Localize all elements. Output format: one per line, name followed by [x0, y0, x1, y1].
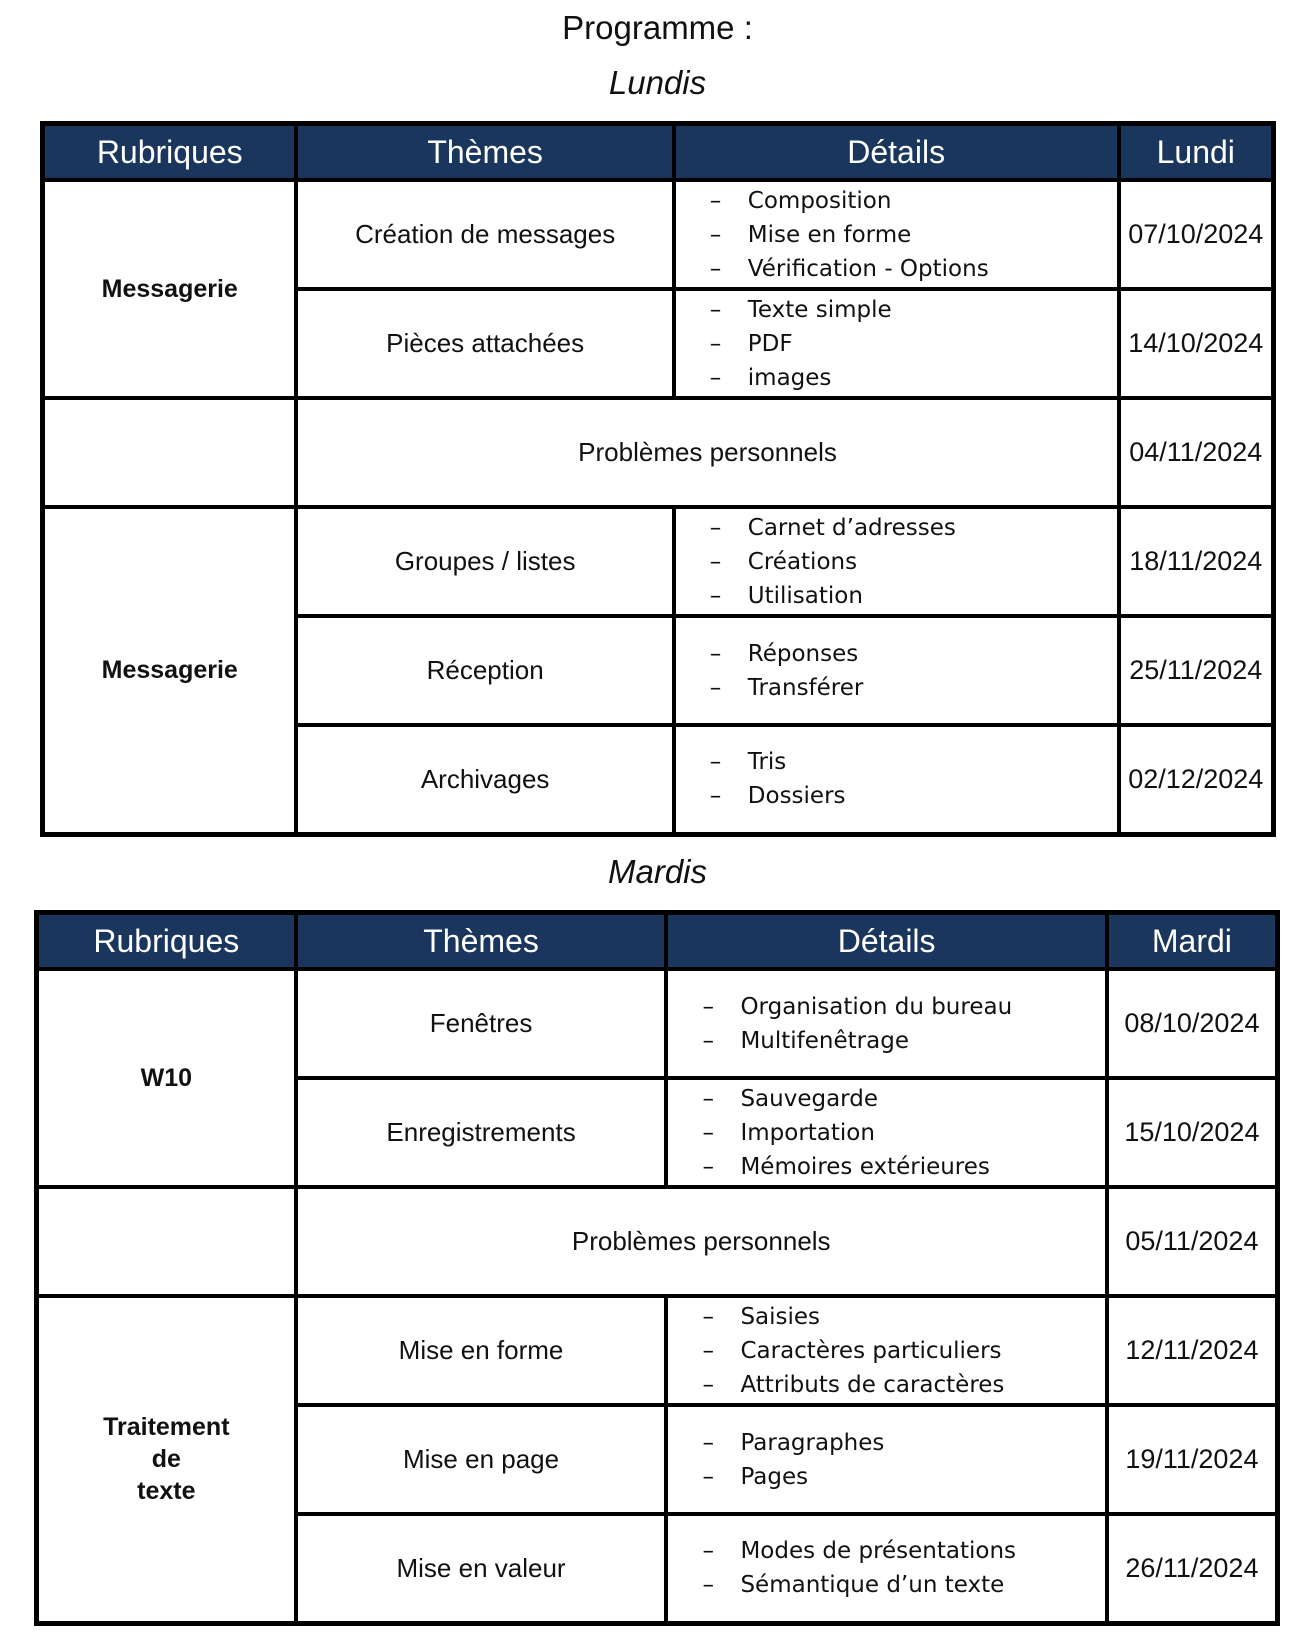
date-cell: 02/12/2024 — [1119, 725, 1274, 834]
rubric-cell: Traitement de texte — [37, 1296, 296, 1623]
details-list — [702, 1534, 1104, 1602]
details-list — [710, 637, 1117, 705]
details-list — [702, 990, 1104, 1058]
header-day: Lundi — [1119, 124, 1274, 181]
theme-cell: Mise en page — [296, 1405, 667, 1514]
header-rubriques: Rubriques — [43, 124, 297, 181]
detail-item: – Organisation du bureau — [702, 990, 1104, 1024]
details-cell — [666, 1296, 1106, 1405]
detail-item: – Mémoires extérieures — [702, 1150, 1104, 1184]
details-list — [710, 184, 1117, 286]
detail-item: – Paragraphes — [702, 1426, 1104, 1460]
detail-item: – Utilisation — [710, 579, 1117, 613]
table-row — [37, 1296, 1278, 1405]
date-cell: 05/11/2024 — [1107, 1187, 1278, 1296]
detail-item: – Importation — [702, 1116, 1104, 1150]
table-row — [43, 507, 1274, 616]
details-list — [710, 745, 1117, 813]
details-cell — [674, 289, 1119, 398]
theme-cell: Mise en valeur — [296, 1514, 667, 1623]
table-row — [43, 398, 1274, 507]
header-themes: Thèmes — [296, 913, 667, 970]
rubric-cell-empty — [37, 1187, 296, 1296]
detail-item: – Créations — [710, 545, 1117, 579]
header-themes: Thèmes — [296, 124, 673, 181]
header-details: Détails — [674, 124, 1119, 181]
page-title: Programme : — [562, 9, 753, 46]
theme-cell: Groupes / listes — [296, 507, 673, 616]
table-row — [43, 180, 1274, 289]
detail-item: – Dossiers — [710, 779, 1117, 813]
theme-cell: Fenêtres — [296, 969, 667, 1078]
rubric-cell: W10 — [37, 969, 296, 1187]
detail-item: – Sémantique d’un texte — [702, 1568, 1104, 1602]
date-cell: 04/11/2024 — [1119, 398, 1274, 507]
header-rubriques: Rubriques — [37, 913, 296, 970]
details-list — [702, 1082, 1104, 1184]
details-list — [710, 511, 1117, 613]
detail-item: – Réponses — [710, 637, 1117, 671]
details-cell — [666, 969, 1106, 1078]
theme-cell: Mise en forme — [296, 1296, 667, 1405]
detail-item: – Modes de présentations — [702, 1534, 1104, 1568]
date-cell: 18/11/2024 — [1119, 507, 1274, 616]
theme-cell-full: Problèmes personnels — [296, 1187, 1107, 1296]
detail-item: – images — [710, 361, 1117, 395]
detail-item: – Carnet d’adresses — [710, 511, 1117, 545]
header-details: Détails — [666, 913, 1106, 970]
details-cell — [666, 1078, 1106, 1187]
date-cell: 08/10/2024 — [1107, 969, 1278, 1078]
detail-item: – Pages — [702, 1460, 1104, 1494]
theme-cell: Archivages — [296, 725, 673, 834]
date-cell: 14/10/2024 — [1119, 289, 1274, 398]
detail-item: – Sauvegarde — [702, 1082, 1104, 1116]
mardi-schedule-table — [34, 910, 1280, 1626]
rubric-cell-empty — [43, 398, 297, 507]
details-cell — [674, 616, 1119, 725]
date-cell: 07/10/2024 — [1119, 180, 1274, 289]
theme-cell: Réception — [296, 616, 673, 725]
date-cell: 19/11/2024 — [1107, 1405, 1278, 1514]
detail-item: – Caractères particuliers — [702, 1334, 1104, 1368]
details-list — [702, 1426, 1104, 1494]
table-header-row — [37, 913, 1278, 970]
details-list — [702, 1300, 1104, 1402]
details-list — [710, 293, 1117, 395]
detail-item: – Mise en forme — [710, 218, 1117, 252]
detail-item: – Tris — [710, 745, 1117, 779]
date-cell: 26/11/2024 — [1107, 1514, 1278, 1623]
table-row — [37, 1187, 1278, 1296]
lundis-title: Lundis — [608, 64, 707, 101]
details-cell — [666, 1514, 1106, 1623]
details-cell — [674, 725, 1119, 834]
date-cell: 15/10/2024 — [1107, 1078, 1278, 1187]
details-cell — [674, 180, 1119, 289]
rubric-cell: Messagerie — [43, 180, 297, 398]
table-header-row — [43, 124, 1274, 181]
theme-cell: Création de messages — [296, 180, 673, 289]
details-cell — [674, 507, 1119, 616]
detail-item: – Saisies — [702, 1300, 1104, 1334]
detail-item: – Transférer — [710, 671, 1117, 705]
date-cell: 25/11/2024 — [1119, 616, 1274, 725]
lundi-schedule-table — [40, 121, 1276, 837]
date-cell: 12/11/2024 — [1107, 1296, 1278, 1405]
detail-item: – Multifenêtrage — [702, 1024, 1104, 1058]
mardis-title: Mardis — [607, 853, 708, 890]
table-row — [37, 969, 1278, 1078]
detail-item: – Composition — [710, 184, 1117, 218]
detail-item: – Attributs de caractères — [702, 1368, 1104, 1402]
detail-item: – Vérification - Options — [710, 252, 1117, 286]
theme-cell: Pièces attachées — [296, 289, 673, 398]
theme-cell: Enregistrements — [296, 1078, 667, 1187]
details-cell — [666, 1405, 1106, 1514]
detail-item: – Texte simple — [710, 293, 1117, 327]
rubric-cell: Messagerie — [43, 507, 297, 834]
theme-cell-full: Problèmes personnels — [296, 398, 1118, 507]
header-day: Mardi — [1107, 913, 1278, 970]
detail-item: – PDF — [710, 327, 1117, 361]
